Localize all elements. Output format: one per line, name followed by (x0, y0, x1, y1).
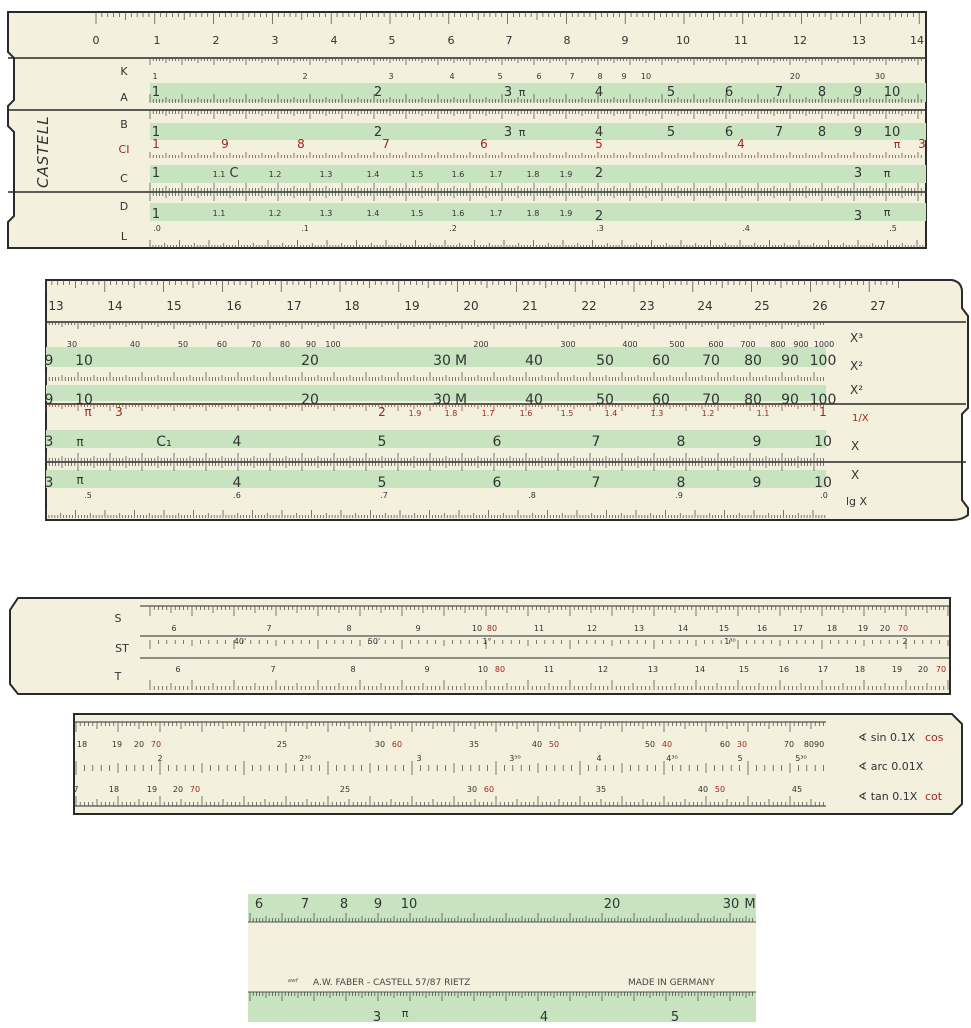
x2-label: 90 (781, 353, 799, 369)
arc-label: 5 (737, 754, 742, 763)
scale-letter-k: K (120, 65, 128, 78)
scale-letter-l: L (121, 230, 128, 243)
s-label: 17 (793, 624, 803, 633)
tan-label: 20 (173, 785, 183, 794)
ruler-label: 21 (522, 299, 537, 313)
x3-label: 500 (669, 340, 684, 349)
ruler-cm-part2 (48, 299, 885, 313)
inv-label: 1.9 (409, 409, 422, 418)
x2-label: 70 (702, 353, 720, 369)
l-label: .4 (742, 224, 750, 233)
a-label: 6 (725, 85, 733, 100)
sin-label: 25 (277, 740, 287, 749)
tan-label: 70 (190, 785, 200, 794)
d-label: 1.6 (452, 209, 465, 218)
arc-label: 3³⁰ (509, 754, 521, 763)
x2-label: 50 (596, 353, 614, 369)
ruler-label: 13 (852, 34, 866, 47)
inv-label: 1.2 (702, 409, 715, 418)
tan-label: 7 (73, 785, 78, 794)
ruler-label: 16 (226, 299, 241, 313)
lgx-label: .0 (820, 491, 828, 500)
x2-label: 40 (525, 353, 543, 369)
x2-label: 20 (301, 353, 319, 369)
s-label: 9 (415, 624, 420, 633)
sin-label: 60 (720, 740, 730, 749)
x3-label: 200 (473, 340, 488, 349)
inv-label: 1.3 (651, 409, 664, 418)
scale-letter-t: T (114, 670, 122, 683)
d-label: 1 (152, 207, 160, 222)
b-label: 2 (374, 125, 382, 140)
a-label: 4 (595, 85, 603, 100)
scale-name-inverse: 1/X (852, 413, 869, 424)
s-label: 70 (898, 624, 908, 633)
t-label: 12 (598, 665, 608, 674)
k-label: 8 (597, 72, 602, 81)
ci-label: 9 (221, 137, 229, 151)
arc-label: 2 (157, 754, 162, 763)
sin-label: 70 (784, 740, 794, 749)
scale-letter-a: A (120, 91, 128, 104)
x3-label: 80 (280, 340, 290, 349)
ruler-label: 7 (506, 34, 513, 47)
ci-label: 3 (918, 137, 926, 151)
tan-label: 30 (467, 785, 477, 794)
ruler-label: 3 (272, 34, 279, 47)
brand-castell: CASTELL (34, 115, 52, 188)
sin-label: 18 (77, 740, 87, 749)
arc-label: 2³⁰ (299, 754, 311, 763)
scale-letter-st: ST (115, 642, 129, 655)
sin-label: 50 (645, 740, 655, 749)
x2-label: 30 (433, 353, 451, 369)
arc-label: 4³⁰ (666, 754, 678, 763)
ruler-label: 0 (93, 34, 100, 47)
tan-label: 35 (596, 785, 606, 794)
d-label: 1.2 (269, 209, 282, 218)
c-label: 1.1 (213, 170, 226, 179)
x-label: 3 (45, 434, 54, 450)
ci-label: 6 (480, 137, 488, 151)
k-label: 1 (152, 72, 157, 81)
x2-label: 60 (652, 353, 670, 369)
k-label: 4 (449, 72, 454, 81)
k-label: 10 (641, 72, 651, 81)
ruler-label: 12 (793, 34, 807, 47)
ruler-label: 26 (812, 299, 827, 313)
x3-label: 30 (67, 340, 77, 349)
l-label: .3 (596, 224, 604, 233)
ruler-label: 14 (107, 299, 122, 313)
sin-label: 60 (392, 740, 402, 749)
t-label: 14 (695, 665, 705, 674)
s-label: 6 (171, 624, 176, 633)
a-label: 9 (854, 85, 862, 100)
ruler-label: 25 (754, 299, 769, 313)
x3-label: 90 (306, 340, 316, 349)
scale-name-lgx: lg X (846, 495, 868, 508)
ruler-label: 18 (344, 299, 359, 313)
x3-label: 900 (793, 340, 808, 349)
inv-label: π (84, 405, 91, 419)
inv-label: 1.6 (520, 409, 533, 418)
st-label: 2 (902, 637, 907, 646)
a-label: 10 (884, 85, 901, 100)
c-label: 1 (152, 166, 160, 181)
inv-label: 1.1 (757, 409, 770, 418)
d-label: 1.3 (320, 209, 333, 218)
st-label: 1° (482, 637, 491, 646)
x3-label: 300 (560, 340, 575, 349)
c-label: 1.2 (269, 170, 282, 179)
x3-label: 100 (325, 340, 340, 349)
k-label: 6 (536, 72, 541, 81)
l-label: .2 (449, 224, 457, 233)
tan-label: 60 (484, 785, 494, 794)
x-label: 5 (378, 475, 387, 491)
x2-label: M (455, 392, 467, 408)
d-label: 1.1 (213, 209, 226, 218)
k-label: 5 (497, 72, 502, 81)
c-label: 1.3 (320, 170, 333, 179)
t-label: 16 (779, 665, 789, 674)
x-label: 10 (814, 475, 832, 491)
x-label: 9 (753, 475, 762, 491)
x2-label: 80 (744, 392, 762, 408)
d-label: 3 (854, 209, 862, 224)
x2-label: 40 (525, 392, 543, 408)
tan-label: 50 (715, 785, 725, 794)
k-label: 7 (569, 72, 574, 81)
tan-label: 18 (109, 785, 119, 794)
s-label: 80 (487, 624, 497, 633)
sin-label: 70 (151, 740, 161, 749)
x2-label: 30 (433, 392, 451, 408)
x2-label: 9 (45, 392, 54, 408)
t-label: 19 (892, 665, 902, 674)
x-label: 4 (233, 434, 242, 450)
x3-label: 700 (740, 340, 755, 349)
slide-rule-trig-slide (73, 714, 962, 814)
c-label: 1.4 (367, 170, 380, 179)
x3-label: 400 (622, 340, 637, 349)
sin-label: 40 (532, 740, 542, 749)
a-label: 7 (775, 85, 783, 100)
x-label: 5 (378, 434, 387, 450)
inv-label: 1.8 (445, 409, 458, 418)
t-label: 20 (918, 665, 928, 674)
k-label: 30 (875, 72, 885, 81)
t-label: 18 (855, 665, 865, 674)
a-label: 2 (374, 85, 382, 100)
tan-label: 25 (340, 785, 350, 794)
x3-label: 50 (178, 340, 188, 349)
x2-label: 10 (75, 353, 93, 369)
ruler-label: 27 (870, 299, 885, 313)
sin-label: 35 (469, 740, 479, 749)
scale-name-x3: X³ (850, 331, 863, 345)
b-label: 8 (818, 125, 826, 140)
x-label: 10 (814, 434, 832, 450)
x-label: π (76, 435, 83, 449)
scale-name-cot: cot (925, 790, 943, 803)
x3-label: 40 (130, 340, 140, 349)
x-label: 8 (677, 434, 686, 450)
x3-label: 1000 (814, 340, 834, 349)
c-label: 1.6 (452, 170, 465, 179)
inv-label: 3 (115, 405, 123, 419)
ci-label: π (894, 138, 901, 151)
t-label: 17 (818, 665, 828, 674)
b-label: 9 (854, 125, 862, 140)
d-label: π (884, 206, 891, 219)
ruler-label: 2 (213, 34, 220, 47)
ci-label: 8 (297, 137, 305, 151)
x-label: 3 (45, 475, 54, 491)
b-label: 5 (667, 125, 675, 140)
x2-label: 9 (45, 353, 54, 369)
b-label: 6 (725, 125, 733, 140)
scale-name-x: X (851, 439, 859, 453)
d-label: 1.4 (367, 209, 380, 218)
ruler-cm-part1 (93, 34, 925, 47)
x-label: 6 (493, 475, 502, 491)
t-label: 8 (350, 665, 355, 674)
lgx-label: .7 (380, 491, 388, 500)
b-label: 3 (504, 125, 512, 140)
slide-rule-trig-face (10, 598, 950, 694)
ruler-label: 4 (331, 34, 338, 47)
arc-label: 4 (596, 754, 601, 763)
sin-label: 40 (662, 740, 672, 749)
sin-label: 8090 (804, 740, 824, 749)
st-label: 50' (368, 637, 380, 646)
st-label: 40' (234, 637, 246, 646)
st-label: 1³⁰ (724, 637, 736, 646)
k-label: 2 (302, 72, 307, 81)
s-label: 8 (346, 624, 351, 633)
scale-letter-s: S (115, 612, 122, 625)
t-label: 10 (478, 665, 488, 674)
scale-name-x2: X² (850, 383, 863, 397)
ruler-label: 6 (448, 34, 455, 47)
k-label: 20 (790, 72, 800, 81)
s-label: 18 (827, 624, 837, 633)
ruler-label: 13 (48, 299, 63, 313)
t-label: 13 (648, 665, 658, 674)
t-label: 6 (175, 665, 180, 674)
scale-name-x2: X² (850, 359, 863, 373)
d-label: 1.8 (527, 209, 540, 218)
l-label: .5 (889, 224, 897, 233)
b-label: 1 (152, 125, 160, 140)
scale-name-tan: ∢ tan 0.1X (858, 790, 918, 803)
s-label: 15 (719, 624, 729, 633)
scale-letter-c: C (120, 172, 128, 185)
ruler-label: 17 (286, 299, 301, 313)
x3-label: 70 (251, 340, 261, 349)
d-label: 1.5 (411, 209, 424, 218)
inv-label: 1.5 (561, 409, 574, 418)
lgx-label: .5 (84, 491, 92, 500)
t-label: 11 (544, 665, 554, 674)
scale-name-sin: ∢ sin 0.1X (858, 731, 915, 744)
x2-label: 60 (652, 392, 670, 408)
ci-label: 4 (737, 137, 745, 151)
s-label: 19 (858, 624, 868, 633)
t-label: 80 (495, 665, 505, 674)
ruler-label: 8 (564, 34, 571, 47)
inv-label: 2 (378, 405, 386, 419)
slide-rule-back-piece (248, 894, 756, 1024)
ruler-label: 20 (463, 299, 478, 313)
scale-name-x: X (851, 468, 859, 482)
lgx-label: .6 (233, 491, 241, 500)
tan-label: 40 (698, 785, 708, 794)
a-label: 5 (667, 85, 675, 100)
c-label: 1.9 (560, 170, 573, 179)
c-label: 2 (595, 166, 603, 181)
c-label: 1.8 (527, 170, 540, 179)
ruler-label: 1 (154, 34, 161, 47)
ruler-label: 9 (622, 34, 629, 47)
ruler-label: 14 (910, 34, 924, 47)
slide-rule-middle-section (45, 280, 968, 520)
arc-label: 5³⁰ (795, 754, 807, 763)
ci-label: 1 (152, 137, 160, 151)
x-label: 7 (592, 434, 601, 450)
lgx-label: .9 (675, 491, 683, 500)
s-label: 7 (266, 624, 271, 633)
x-label: C₁ (156, 434, 171, 450)
ci-label: 7 (382, 137, 390, 151)
ruler-label: 22 (581, 299, 596, 313)
ruler-label: 11 (734, 34, 748, 47)
x-label: π (76, 473, 83, 487)
c-label: 1.5 (411, 170, 424, 179)
c-label: 3 (854, 166, 862, 181)
d-label: 2 (595, 209, 603, 224)
arc-label: 3 (416, 754, 421, 763)
x-label: 6 (493, 434, 502, 450)
s-label: 10 (472, 624, 482, 633)
slide-rule-left-section (8, 12, 926, 248)
x2-label: 90 (781, 392, 799, 408)
t-label: 15 (739, 665, 749, 674)
x3-label: 60 (217, 340, 227, 349)
x2-label: 80 (744, 353, 762, 369)
x-label: 4 (233, 475, 242, 491)
tan-label: 19 (147, 785, 157, 794)
x2-label: 100 (810, 353, 837, 369)
ruler-label: 24 (697, 299, 712, 313)
x2-label: 70 (702, 392, 720, 408)
a-label: 8 (818, 85, 826, 100)
scale-name-cos: cos (925, 731, 944, 744)
s-label: 16 (757, 624, 767, 633)
scale-letter-ci: CI (119, 143, 130, 156)
k-label: 3 (388, 72, 393, 81)
sin-label: 30 (737, 740, 747, 749)
ruler-label: 19 (404, 299, 419, 313)
a-label: π (519, 86, 526, 99)
scale-name-arc: ∢ arc 0.01X (858, 760, 924, 773)
s-label: 13 (634, 624, 644, 633)
scale-letter-d: D (120, 200, 128, 213)
t-label: 9 (424, 665, 429, 674)
ci-label: 5 (595, 137, 603, 151)
b-label: π (519, 126, 526, 139)
ruler-label: 23 (639, 299, 654, 313)
ruler-label: 10 (676, 34, 690, 47)
s-label: 20 (880, 624, 890, 633)
k-label: 9 (621, 72, 626, 81)
l-label: .1 (301, 224, 309, 233)
inv-label: 1 (819, 405, 827, 419)
b-label: 4 (595, 125, 603, 140)
s-label: 12 (587, 624, 597, 633)
sin-label: 50 (549, 740, 559, 749)
c-label: π (884, 167, 891, 180)
t-label: 70 (936, 665, 946, 674)
sin-label: 19 (112, 740, 122, 749)
l-label: .0 (153, 224, 161, 233)
b-label: 7 (775, 125, 783, 140)
x3-label: 800 (770, 340, 785, 349)
s-label: 14 (678, 624, 688, 633)
x-label: 8 (677, 475, 686, 491)
a-label: 3 (504, 85, 512, 100)
c-label: 1.7 (490, 170, 503, 179)
x2-label: 10 (75, 392, 93, 408)
scale-letter-b: B (120, 118, 128, 131)
lgx-label: .8 (528, 491, 536, 500)
sin-label: 30 (375, 740, 385, 749)
x-label: 7 (592, 475, 601, 491)
x-label: 9 (753, 434, 762, 450)
tan-label: 45 (792, 785, 802, 794)
c-label: C (229, 166, 238, 181)
a-label: 1 (152, 85, 160, 100)
d-label: 1.9 (560, 209, 573, 218)
x2-label: 100 (810, 392, 837, 408)
x2-label: 50 (596, 392, 614, 408)
t-label: 7 (270, 665, 275, 674)
x3-label: 600 (708, 340, 723, 349)
sin-label: 20 (134, 740, 144, 749)
d-label: 1.7 (490, 209, 503, 218)
x2-label: 20 (301, 392, 319, 408)
inv-label: 1.4 (605, 409, 618, 418)
x2-label: M (455, 353, 467, 369)
s-label: 11 (534, 624, 544, 633)
ruler-label: 5 (389, 34, 396, 47)
b-label: 10 (884, 125, 901, 140)
ruler-label: 15 (166, 299, 181, 313)
inv-label: 1.7 (482, 409, 495, 418)
